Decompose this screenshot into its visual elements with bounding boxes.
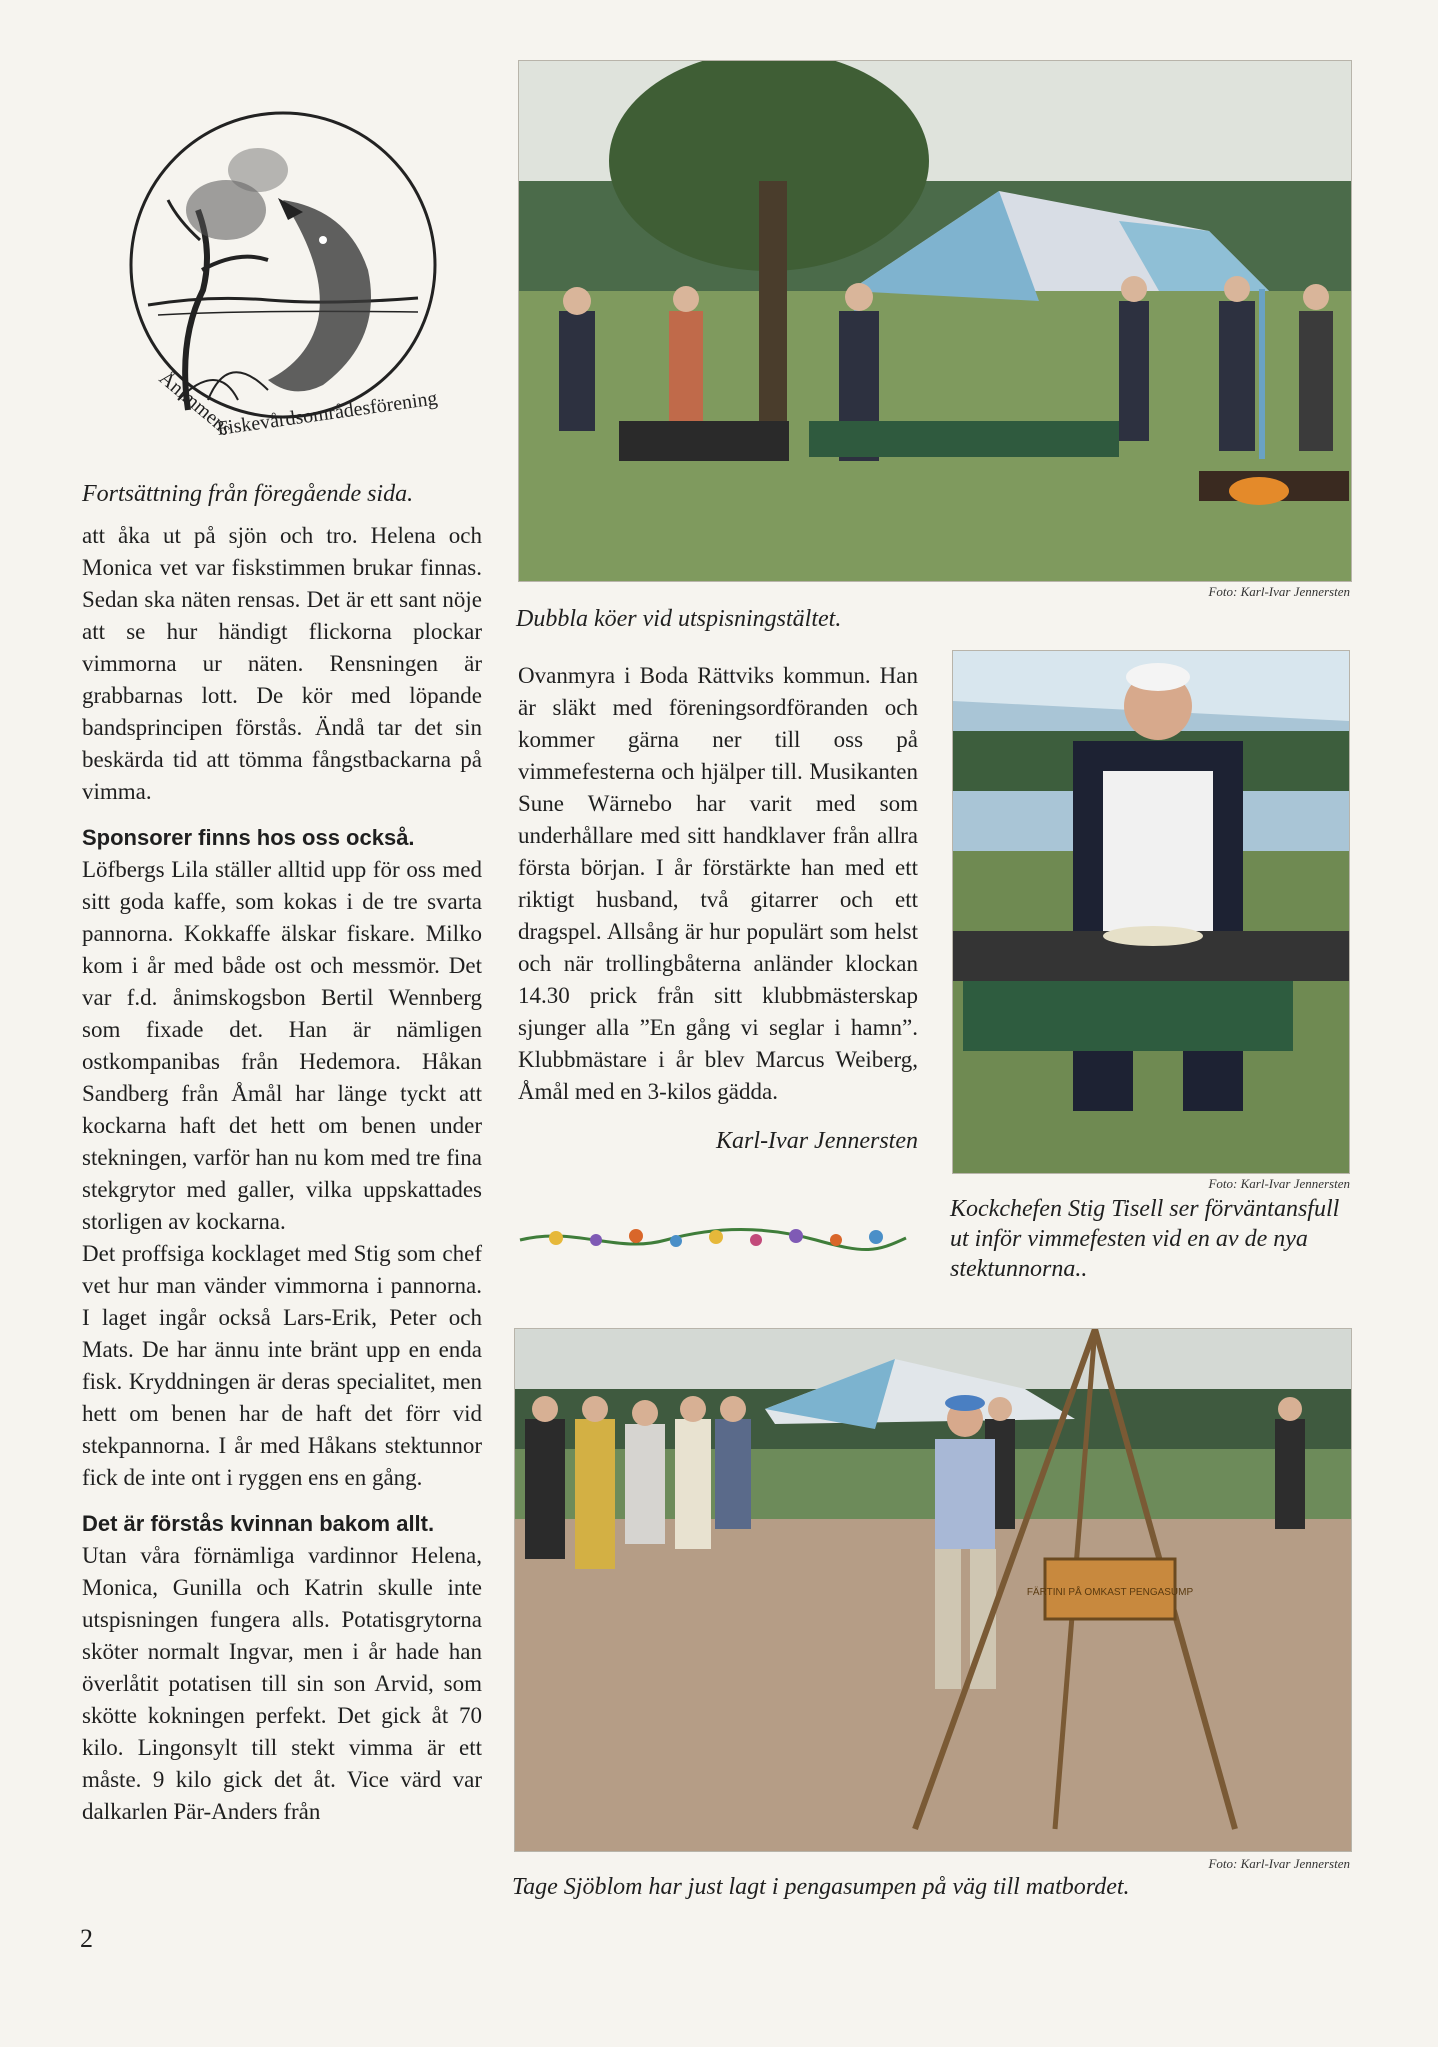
photo-walking-man xyxy=(514,1328,1352,1852)
photo-credit: Foto: Karl-Ivar Jennersten xyxy=(1208,584,1350,599)
continuation-note: Fortsättning från föregående sida. xyxy=(82,481,414,507)
photo-credit: Foto: Karl-Ivar Jennersten xyxy=(1208,1176,1350,1191)
photo-credit: Foto: Karl-Ivar Jennersten xyxy=(1208,1856,1350,1871)
article-paragraph: Löfbergs Lila ställer alltid upp för oss med sitt goda kaffe, som kokas i de tre svarta pannorna. Kokkaffe älskar fiskare. Milko kom i år med både ost och messmör. Det var f.d. ånimskogsbon Bertil Wennberg som fixade det. Han är nämligen ostkompanibas från Hedemora. Håkan Sandberg från Åmål har länge tyckt att kockarna haft det hett om benen under stekningen, varför han nu kom med tre fina stekgrytor med galler, vilka uppskattades storligen av kockarna. xyxy=(82,857,482,1234)
association-logo xyxy=(118,100,458,460)
article-paragraph: Det proffsiga kocklaget med Stig som chef vet hur man vänder vimmorna i pannorna. I laget ingår också Lars-Erik, Peter och Mats. De har ännu inte bränt upp en enda fisk. Kryddningen är deras specialitet, men hett om benen har de haft det förr vid stekpannorna. I år med Håkans stektunnor fick de inte ont i ryggen ens en gång. xyxy=(82,1241,482,1490)
article-paragraph: Ovanmyra i Boda Rättviks kommun. Han är släkt med föreningsordföranden och kommer gärna ner till oss på vimmefesterna och hjälper till. Musikanten Sune Wärnebo har varit med som underhållare med sitt handklaver från allra första början. I år förstärkte han med ett riktigt husband, två gitarrer och ett dragspel. Allsång är hur populärt som helst och när trollingbåterna anländer klockan 14.30 prick från sitt klubbmästerskap sjunger alla ”En gång vi seglar i hamn”. Klubbmästare i år blev Marcus Weiberg, Åmål med en 3-kilos gädda. xyxy=(518,663,918,1104)
section-heading: Sponsorer finns hos oss också. xyxy=(82,825,415,850)
decorative-flower-border xyxy=(516,1220,910,1258)
logo-text-bottom: Fiskevårdsområdesförening xyxy=(215,387,439,440)
photo-caption: Kockchefen Stig Tisell ser förväntansfull ut inför vimmefesten vid en av de nya stektunnorna.. xyxy=(950,1196,1340,1282)
article-paragraph: Utan våra förnämliga vardinnor Helena, Monica, Gunilla och Katrin skulle inte utspisningen fungera alls. Potatisgrytorna sköter normalt Ingvar, men i år hade han överlåtit potatisen till sin son Arvid, som skötte kokningen perfekt. Det gick åt 70 kilo. Lingonsylt till stekt vimma är ett måste. 9 kilo gick det åt. Vice värd var dalkarlen Pär-Anders från xyxy=(82,1543,482,1824)
photo-caption: Dubbla köer vid utspisningstältet. xyxy=(516,606,842,632)
author-byline: Karl-Ivar Jennersten xyxy=(716,1128,918,1154)
box-sign-text: FÄRTINI PÅ OMKAST PENGASUMP xyxy=(1026,1587,1194,1598)
middle-column xyxy=(518,660,918,1155)
page-number: 2 xyxy=(80,1924,93,1953)
photo-head-chef xyxy=(952,650,1350,1174)
article-paragraph: att åka ut på sjön och tro. Helena och Monica vet var fiskstimmen brukar finnas. Sedan ska näten rensas. Det är ett sant nöje att se hur händigt flickorna plockar vimmorna ur näten. Rensningen är grabbarnas lott. De kör med löpande bandsprincipen förstås. Ändå tar det sin beskärda tid att tömma fångstbackarna på vimma. xyxy=(82,523,482,804)
left-column xyxy=(82,478,482,1828)
logo-text-left: Ånimmens xyxy=(154,366,237,441)
photo-food-tent xyxy=(518,60,1352,582)
photo-caption: Tage Sjöblom har just lagt i pengasumpen på väg till matbordet. xyxy=(512,1874,1130,1900)
section-heading: Det är förstås kvinnan bakom allt. xyxy=(82,1511,435,1536)
